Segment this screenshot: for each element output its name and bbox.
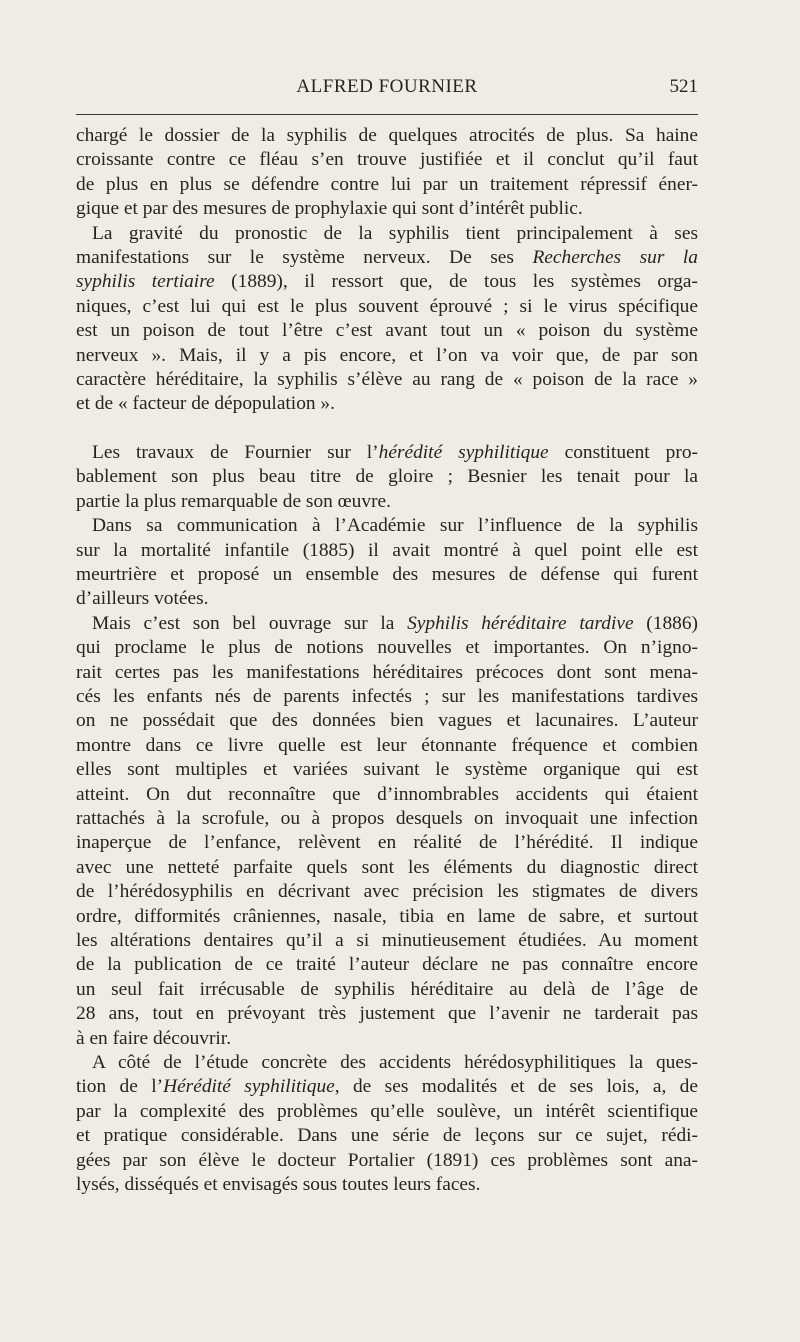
running-title: ALFRED FOURNIER (296, 76, 478, 97)
text-run: manifestations sur le système nerveux. De ses (76, 247, 514, 269)
text-line: gées par son élève le docteur Portalier (1891) ces problèmes sont ana- (76, 1149, 698, 1171)
text-line: de l’hérédosyphilis en décrivant avec précision les stigmates de divers (76, 881, 698, 903)
text-line (76, 246, 698, 270)
paragraph-1 (76, 124, 698, 222)
text-line: à en faire découvrir. (76, 1027, 232, 1049)
paragraph-gap (76, 417, 698, 441)
italic-title: syphilis (76, 271, 136, 293)
text-line: on ne possédait que des données bien vagues et lacunaires. L’auteur (76, 710, 698, 732)
text-line: bablement son plus beau titre de gloire ; Besnier les tenait pour la (76, 466, 698, 488)
text-line (76, 612, 698, 636)
text-line: de la publication de ce traité l’auteur déclare ne pas connaître encore (76, 954, 698, 976)
text-line: partie la plus remarquable de son œuvre. (76, 490, 391, 512)
text-line: lysés, disséqués et envisagés sous toutes leurs faces. (76, 1174, 481, 1196)
text-run: (1886) (646, 612, 698, 634)
text-line: de plus en plus se défendre contre lui par un traitement répressif éner- (76, 173, 698, 195)
text-line: atteint. On dut reconnaître que d’innombrables accidents qui étaient (76, 783, 698, 805)
text-line: avec une netteté parfaite quels sont les éléments du diagnostic direct (76, 856, 698, 878)
italic-title: Hérédité syphilitique (163, 1076, 335, 1098)
text-run: , de ses modalités et de ses lois, a, de (334, 1076, 698, 1098)
text-line: sur la mortalité infantile (1885) il avait montré à quel point elle est (76, 539, 698, 561)
text-line: 28 ans, tout en prévoyant très justement que l’avenir ne tarderait pas (76, 1003, 698, 1025)
italic-title: Recherches sur la (532, 247, 698, 269)
paragraph-6 (76, 1051, 698, 1197)
text-line: montre dans ce livre quelle est leur étonnante fréquence et combien (76, 734, 698, 756)
text-line: ordre, difformités crâniennes, nasale, tibia en lame de sabre, et surtout (76, 905, 698, 927)
text-line: La gravité du pronostic de la syphilis tient principalement à ses (92, 222, 698, 244)
text-line: gique et par des mesures de prophylaxie qui sont d’intérêt public. (76, 198, 583, 220)
text-line: par la complexité des problèmes qu’elle soulève, un intérêt scientifique (76, 1100, 698, 1122)
text-line: cés les enfants nés de parents infectés ; sur les manifestations tardives (76, 685, 698, 707)
text-line (76, 1075, 698, 1099)
body-text (76, 124, 698, 1197)
text-run: Mais c’est son bel ouvrage sur la (92, 612, 395, 634)
text-line: rait certes pas les manifestations héréditaires précoces dont sont mena- (76, 661, 698, 683)
text-line: qui proclame le plus de notions nouvelles et importantes. On n’igno- (76, 637, 698, 659)
text-line: chargé le dossier de la syphilis de quelques atrocités de plus. Sa haine (76, 125, 698, 146)
text-run: tion de l’ (76, 1076, 164, 1098)
text-line: et pratique considérable. Dans une série de leçons sur ce sujet, rédi- (76, 1125, 698, 1147)
text-line: croissante contre ce fléau s’en trouve justifiée et il conclut qu’il faut (76, 149, 698, 171)
text-run: (1889), il ressort que, de tous les systèmes orga- (231, 271, 698, 293)
text-run: constituent pro- (564, 441, 698, 463)
paragraph-2 (76, 222, 698, 417)
text-line (76, 270, 698, 294)
text-line: elles sont multiples et variées suivant le système organique qui est (76, 759, 698, 781)
text-line: d’ailleurs votées. (76, 588, 209, 610)
text-line: les altérations dentaires qu’il a si minutieusement étudiées. Au moment (76, 930, 698, 951)
header-rule (76, 114, 698, 115)
italic-title: hérédité syphilitique (378, 441, 549, 463)
text-line: un seul fait irrécusable de syphilis héréditaire au delà de l’âge de (76, 978, 698, 1000)
text-line: caractère héréditaire, la syphilis s’élève au rang de « poison de la race » (76, 369, 698, 391)
italic-title: Syphilis héréditaire tardive (407, 612, 634, 634)
text-line: nerveux ». Mais, il y a pis encore, et l’on va voir que, de par son (76, 344, 698, 366)
text-line: niques, c’est lui qui est le plus souvent éprouvé ; si le virus spécifique (76, 295, 698, 317)
text-line: Dans sa communication à l’Académie sur l’influence de la syphilis (92, 515, 698, 537)
italic-title: tertiaire (151, 271, 215, 293)
text-line: meurtrière et proposé un ensemble des mesures de défense qui furent (76, 563, 698, 585)
text-run: Les travaux de Fournier sur l’ (92, 441, 379, 463)
paragraph-3 (76, 441, 698, 514)
text-line (76, 441, 698, 465)
text-line: rattachés à la scrofule, ou à propos desquels on invoquait une infection (76, 807, 698, 829)
page-number: 521 (669, 76, 698, 97)
paragraph-4 (76, 514, 698, 612)
page-header (76, 76, 698, 102)
paragraph-5 (76, 612, 698, 1051)
text-line: et de « facteur de dépopulation ». (76, 393, 335, 415)
text-line: inaperçue de l’enfance, relèvent en réalité de l’hérédité. Il indique (76, 832, 698, 854)
text-line: A côté de l’étude concrète des accidents hérédosyphilitiques la ques- (92, 1052, 698, 1074)
text-line: est un poison de tout l’être c’est avant tout un « poison du système (76, 320, 698, 342)
